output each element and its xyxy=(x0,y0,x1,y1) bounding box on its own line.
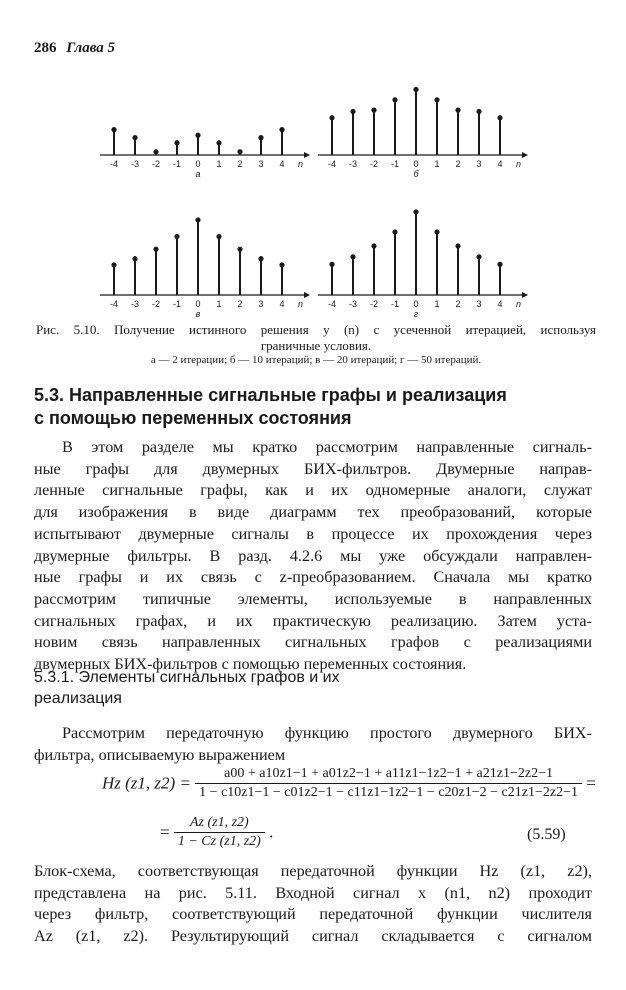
panel-label: б xyxy=(413,169,419,179)
stem-point xyxy=(132,135,137,140)
stem-plot-d xyxy=(316,204,530,320)
text-line: ные графы для двумерных БИХ-фильтров. Двумерные направ- xyxy=(34,459,592,478)
stem-point xyxy=(392,229,397,234)
page-number: 286 xyxy=(34,40,57,56)
stem-point xyxy=(279,262,284,267)
axis-arrow xyxy=(304,292,310,298)
tick-label: -4 xyxy=(109,159,119,169)
stem-point xyxy=(455,108,460,113)
tick-label: -4 xyxy=(327,299,337,309)
axis-arrow xyxy=(522,292,528,298)
panel-label: в xyxy=(195,309,201,319)
equation-number: (5.59) xyxy=(527,826,566,843)
axis-arrow xyxy=(304,152,310,158)
text-line: испытывают двумерные сигналы в процессе их прохождения через xyxy=(34,524,592,543)
panel-label: a xyxy=(195,169,201,179)
tick-label: 3 xyxy=(476,159,482,169)
stem-point xyxy=(434,97,439,102)
text-line: рассмотрим типичные элементы, используемые в направленных xyxy=(34,589,592,608)
stem-point xyxy=(350,109,355,114)
axis-arrow xyxy=(522,152,528,158)
axis-label: n xyxy=(516,299,522,309)
text-line: двумерные фильтры. В разд. 4.2.6 мы уже обсуждали направлен- xyxy=(34,546,592,565)
caption-line-1: Рис. 5.10. Получение истинного решения y (n) с усеченной итерацией, используя xyxy=(36,322,596,337)
stem-point xyxy=(258,135,263,140)
stem-point xyxy=(237,247,242,252)
tick-label: -1 xyxy=(390,299,400,309)
equation-denominator-2: 1 − Cz (z1, z2) xyxy=(177,834,261,849)
tick-label: -3 xyxy=(348,159,358,169)
tick-label: 4 xyxy=(279,159,285,169)
equation-fraction-1 xyxy=(195,766,582,801)
equation-numerator: a00 + a10z1−1 + a01z2−1 + a11z1−1z2−1 + a21z1−2z2−1 xyxy=(195,766,582,784)
stem-point xyxy=(392,97,397,102)
tick-label: -3 xyxy=(130,299,140,309)
paragraph-1 xyxy=(34,437,592,676)
stem-point xyxy=(216,140,221,145)
stem-point xyxy=(350,254,355,259)
caption-line-2: граничные условия. xyxy=(260,338,372,353)
text-line: для изображения в виде диаграмм тех преобразований, которые xyxy=(34,503,592,522)
text-line: двумерных БИХ-фильтров с помощью переменных состояния. xyxy=(34,655,467,674)
panel-label: г xyxy=(413,309,419,319)
tick-label: 4 xyxy=(279,299,285,309)
text-line: через фильтр, соответствующий передаточной функции числителя xyxy=(34,905,592,924)
tick-label: 3 xyxy=(258,159,264,169)
stem-point xyxy=(132,256,137,261)
tick-label: -2 xyxy=(369,159,379,169)
equation-denominator: 1 − c10z1−1 − c01z2−1 − c11z1−1z2−1 − c20z1−2 − c21z1−2z2−1 xyxy=(199,785,578,800)
tick-label: -1 xyxy=(390,159,400,169)
tick-label: 3 xyxy=(476,299,482,309)
tick-label: -2 xyxy=(151,159,161,169)
stem-point xyxy=(111,127,116,132)
running-header xyxy=(34,40,115,57)
tick-label: 0 xyxy=(195,159,201,169)
tick-label: 2 xyxy=(237,299,243,309)
tick-label: -2 xyxy=(151,299,161,309)
subsection-title-line-2: реализация xyxy=(34,690,122,707)
tick-label: 1 xyxy=(216,299,222,309)
stem-point xyxy=(413,209,418,214)
text-line: Az (z1, z2). Результирующий сигнал складывается с сигналом xyxy=(34,927,592,946)
tick-label: 1 xyxy=(434,299,440,309)
stem-point xyxy=(174,140,179,145)
tick-label: -1 xyxy=(172,299,182,309)
tick-label: -4 xyxy=(109,299,119,309)
text-line: Рассмотрим передаточную функцию простого двумерного БИХ- xyxy=(62,724,592,742)
section-title-line-2: с помощью переменных состояния xyxy=(34,408,352,428)
tick-label: -3 xyxy=(130,159,140,169)
stem-point xyxy=(111,262,116,267)
stem-point xyxy=(329,262,334,267)
tick-label: 0 xyxy=(413,299,419,309)
paragraph-2 xyxy=(34,723,592,766)
stem-point xyxy=(329,115,334,120)
stem-point xyxy=(258,256,263,261)
stem-point xyxy=(153,247,158,252)
tick-label: 4 xyxy=(497,159,503,169)
equation-numerator-2: Az (z1, z2) xyxy=(174,815,265,833)
text-line: ленные сигнальные графы, как и их одномерные аналоги, служат xyxy=(34,481,592,500)
tick-label: -2 xyxy=(369,299,379,309)
figure-legend: а — 2 итерации; б — 10 итераций; в — 20 итераций; г — 50 итераций. xyxy=(150,354,482,366)
subsection-title-line-1: 5.3.1. Элементы сигнальных графов и их xyxy=(34,669,340,686)
stem-point xyxy=(237,149,242,154)
stem-point xyxy=(153,149,158,154)
axis-label: n xyxy=(516,159,522,169)
text-line: сигнальных графах, и их практическую реализацию. Затем уста- xyxy=(34,611,592,630)
equation-line-2: = $\frac{Az (z1, z2)}{1 - Cz (z1, z2)}$ . xyxy=(160,815,274,849)
stem-point xyxy=(455,243,460,248)
stem-point xyxy=(216,234,221,239)
text-line: новим связь направленных сигнальных графов с реализациями xyxy=(34,633,592,652)
chapter-title: Глава 5 xyxy=(66,40,116,56)
text-line: ные графы и их связь с z-преобразованием. Сначала мы кратко xyxy=(34,568,592,587)
axis-label: n xyxy=(298,159,304,169)
equation-lhs: Hz (z1, z2) = xyxy=(102,773,191,793)
tick-label: -4 xyxy=(327,159,337,169)
stem-point xyxy=(434,229,439,234)
stem-point xyxy=(174,234,179,239)
stem-point xyxy=(476,254,481,259)
tick-label: 1 xyxy=(434,159,440,169)
equation-fraction-2 xyxy=(174,815,265,850)
text-line: Блок-схема, соответствующая передаточной функции Hz (z1, z2), xyxy=(34,862,592,880)
figure-caption xyxy=(36,322,596,354)
paragraph-3 xyxy=(34,861,592,948)
stem-point xyxy=(371,243,376,248)
stem-plot-a xyxy=(98,100,312,180)
tick-label: 2 xyxy=(455,159,461,169)
tick-label: -3 xyxy=(348,299,358,309)
stem-point xyxy=(371,108,376,113)
tick-label: 1 xyxy=(216,159,222,169)
stem-plot-b xyxy=(316,78,530,180)
tick-label: 0 xyxy=(413,159,419,169)
tick-label: 3 xyxy=(258,299,264,309)
stem-point xyxy=(497,115,502,120)
stem-point xyxy=(413,87,418,92)
tick-label: 2 xyxy=(237,159,243,169)
stem-plot-c xyxy=(98,208,312,320)
stem-point xyxy=(195,217,200,222)
stem-point xyxy=(195,133,200,138)
section-title-line-1: 5.3. Направленные сигнальные графы и реализация xyxy=(34,385,507,405)
tick-label: 4 xyxy=(497,299,503,309)
tick-label: 2 xyxy=(455,299,461,309)
tick-label: -1 xyxy=(172,159,182,169)
stem-point xyxy=(476,109,481,114)
text-line: фильтра, описываемую выражением xyxy=(34,745,286,764)
axis-label: n xyxy=(298,299,304,309)
stem-point xyxy=(279,127,284,132)
tick-label: 0 xyxy=(195,299,201,309)
text-line: В этом разделе мы кратко рассмотрим направленные сигналь- xyxy=(62,438,592,456)
subsection-heading xyxy=(34,667,340,709)
stem-point xyxy=(497,262,502,267)
section-heading xyxy=(34,384,507,430)
equation-line-1: Hz (z1, z2) = $\frac{a00 + a10z1-1 + a01z2-1 + a11z1-1z2-1 + a21z1-2z2-1}{1 - c10z1-1 - c01z2-1 - c11z1-1z2-1 - c20z1-2 - c21z1-2z2-1}$ = xyxy=(102,766,596,800)
text-line: представлена на рис. 5.11. Входной сигнал x (n1, n2) проходит xyxy=(34,883,592,902)
